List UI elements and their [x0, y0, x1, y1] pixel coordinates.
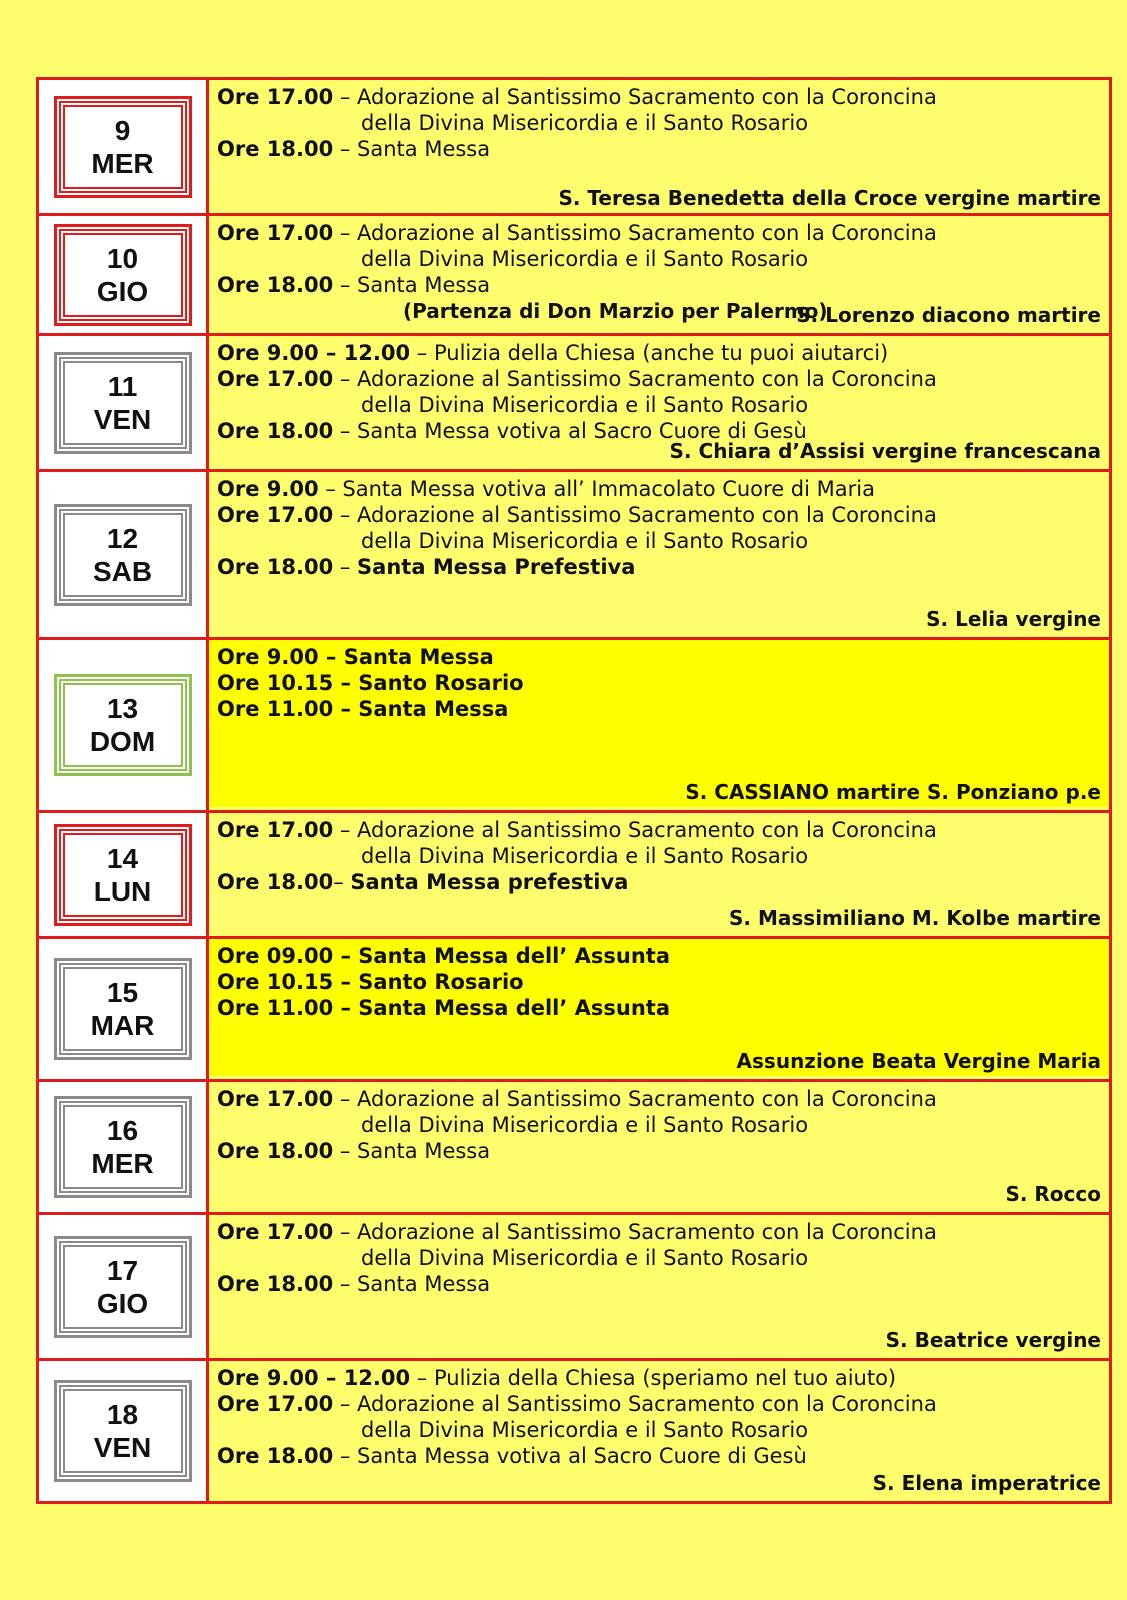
day-number: 15	[106, 977, 139, 1008]
event-line	[217, 1271, 1099, 1297]
event-continuation: della Divina Misericordia e il Santo Rosario	[361, 1246, 809, 1270]
day-of-week: MAR	[90, 1010, 155, 1041]
event-text-bold: – Santo Rosario	[333, 970, 524, 994]
day-number: 10	[106, 242, 139, 274]
event-text-bold: – Santa Messa	[318, 645, 494, 669]
event-text: – Santa Messa	[333, 273, 491, 297]
event-line	[217, 943, 1099, 969]
event-line	[217, 1365, 1099, 1391]
event-line	[217, 502, 1099, 528]
date-box	[59, 1385, 187, 1477]
date-box	[59, 963, 187, 1055]
event-text: – Adorazione al Santissimo Sacramento con la Coroncina	[333, 85, 937, 109]
day-number: 11	[107, 370, 138, 402]
event-time: Ore 18.00	[217, 137, 334, 161]
event-time: Ore 18.00	[217, 1139, 334, 1163]
events-cell	[209, 213, 1109, 330]
date-cell	[39, 213, 209, 333]
event-text: – Santa Messa	[333, 1272, 491, 1296]
event-text-bold: – Santo Rosario	[333, 671, 524, 695]
event-continuation: della Divina Misericordia e il Santo Rosario	[361, 1418, 809, 1442]
event-text: – Santa Messa	[333, 1139, 491, 1163]
event-line	[217, 817, 1099, 843]
day-of-week: GIO	[96, 275, 149, 307]
event-continuation: della Divina Misericordia e il Santo Rosario	[361, 247, 809, 271]
event-text-bold: – Santa Messa dell’ Assunta	[333, 996, 671, 1020]
day-number: 17	[106, 1254, 139, 1286]
event-text: –	[333, 870, 351, 894]
date-cell	[39, 936, 209, 1079]
event-line	[217, 1138, 1099, 1164]
event-line	[217, 272, 1099, 298]
event-time: Ore 10.15	[217, 970, 334, 994]
day-of-week: VEN	[93, 1432, 152, 1463]
event-line	[217, 696, 1099, 722]
event-time: Ore 18.00	[217, 555, 334, 579]
event-text: – Adorazione al Santissimo Sacramento con la Coroncina	[333, 1392, 937, 1416]
event-text: –	[333, 555, 358, 579]
event-line	[217, 476, 1099, 502]
date-box	[59, 101, 187, 193]
events-cell	[209, 637, 1109, 807]
event-time: Ore 18.00	[217, 1272, 334, 1296]
event-text: – Santa Messa votiva al Sacro Cuore di Gesù	[333, 419, 807, 443]
event-time: Ore 17.00	[217, 85, 334, 109]
day-number: 16	[106, 1115, 139, 1146]
event-time: Ore 17.00	[217, 367, 334, 391]
event-text-bold: Santa Messa Prefestiva	[357, 555, 636, 579]
event-text-bold: – Santa Messa dell’ Assunta	[333, 944, 671, 968]
schedule-table	[36, 77, 1112, 1504]
day-of-week: SAB	[92, 555, 153, 587]
event-text: – Pulizia della Chiesa (speriamo nel tuo aiuto)	[410, 1366, 897, 1390]
date-box	[59, 229, 187, 321]
event-time: Ore 9.00 – 12.00	[217, 341, 411, 365]
event-line	[217, 340, 1099, 366]
event-text: – Santa Messa votiva al Sacro Cuore di Gesù	[333, 1444, 807, 1468]
day-number: 9	[114, 114, 131, 146]
event-time: Ore 11.00	[217, 996, 334, 1020]
date-cell	[39, 810, 209, 936]
event-time: Ore 18.00	[217, 1444, 334, 1468]
day-of-week: DOM	[89, 726, 156, 757]
events-cell	[209, 469, 1109, 634]
event-line	[217, 1443, 1099, 1469]
event-time: Ore 17.00	[217, 1087, 334, 1111]
event-time: Ore 09.00	[217, 944, 334, 968]
saint-of-day: S. Beatrice vergine	[885, 1328, 1101, 1352]
event-text-bold: Santa Messa prefestiva	[350, 870, 629, 894]
event-text-bold: – Santa Messa	[333, 697, 509, 721]
event-text: – Adorazione al Santissimo Sacramento con la Coroncina	[333, 221, 937, 245]
event-text: – Adorazione al Santissimo Sacramento con la Coroncina	[333, 818, 937, 842]
event-time: Ore 18.00	[217, 870, 334, 894]
day-of-week: GIO	[96, 1287, 149, 1319]
event-continuation: della Divina Misericordia e il Santo Rosario	[361, 111, 809, 135]
day-number: 14	[106, 842, 139, 874]
event-line	[217, 869, 1099, 895]
events-cell	[209, 936, 1109, 1076]
date-cell	[39, 1079, 209, 1212]
date-cell	[39, 1358, 209, 1501]
event-line	[217, 1391, 1099, 1417]
event-text: – Adorazione al Santissimo Sacramento con la Coroncina	[333, 1220, 937, 1244]
event-time: Ore 18.00	[217, 419, 334, 443]
date-box	[59, 1101, 187, 1193]
event-text: – Adorazione al Santissimo Sacramento con la Coroncina	[333, 1087, 937, 1111]
day-of-week: MER	[91, 147, 154, 179]
event-line	[217, 995, 1099, 1021]
saint-of-day: S. Teresa Benedetta della Croce vergine martire	[558, 186, 1101, 210]
event-time: Ore 9.00 – 12.00	[217, 1366, 411, 1390]
event-text: – Adorazione al Santissimo Sacramento con la Coroncina	[333, 503, 937, 527]
event-time: Ore 17.00	[217, 221, 334, 245]
date-box	[59, 357, 187, 449]
events-cell	[209, 1358, 1109, 1498]
saint-of-day: S. CASSIANO martire S. Ponziano p.e	[685, 780, 1101, 804]
event-time: Ore 17.00	[217, 1392, 334, 1416]
event-text: – Santa Messa	[333, 137, 491, 161]
event-note: (Partenza di Don Marzio per Palermo)	[403, 299, 828, 323]
event-line	[217, 969, 1099, 995]
date-cell	[39, 333, 209, 469]
events-cell	[209, 1079, 1109, 1209]
day-number: 12	[106, 522, 139, 554]
event-line	[217, 670, 1099, 696]
event-line	[217, 1086, 1099, 1112]
saint-of-day: S. Massimiliano M. Kolbe martire	[729, 906, 1101, 930]
date-cell	[39, 80, 209, 213]
day-of-week: MER	[91, 1148, 154, 1179]
event-time: Ore 9.00	[217, 477, 319, 501]
event-continuation: della Divina Misericordia e il Santo Rosario	[361, 844, 809, 868]
saint-of-day: S. Lorenzo diacono martire	[796, 303, 1101, 327]
event-time: Ore 18.00	[217, 273, 334, 297]
date-cell	[39, 637, 209, 810]
saint-of-day: Assunzione Beata Vergine Maria	[736, 1049, 1101, 1073]
saint-of-day: S. Chiara d’Assisi vergine francescana	[669, 439, 1101, 463]
event-line	[217, 1219, 1099, 1245]
events-cell	[209, 333, 1109, 466]
event-line	[217, 644, 1099, 670]
event-text: – Pulizia della Chiesa (anche tu puoi aiutarci)	[410, 341, 889, 365]
event-time: Ore 9.00	[217, 645, 319, 669]
event-continuation: della Divina Misericordia e il Santo Rosario	[361, 1113, 809, 1137]
event-line	[217, 136, 1099, 162]
day-number: 18	[106, 1399, 139, 1430]
events-cell	[209, 1212, 1109, 1355]
day-of-week: VEN	[93, 403, 152, 435]
event-continuation: della Divina Misericordia e il Santo Rosario	[361, 393, 809, 417]
event-line	[217, 220, 1099, 246]
event-text: – Adorazione al Santissimo Sacramento con la Coroncina	[333, 367, 937, 391]
date-box	[59, 1241, 187, 1333]
date-box	[59, 679, 187, 771]
date-cell	[39, 1212, 209, 1358]
date-box	[59, 829, 187, 921]
events-cell	[209, 80, 1109, 213]
event-time: Ore 17.00	[217, 818, 334, 842]
saint-of-day: S. Rocco	[1005, 1182, 1101, 1206]
date-box	[59, 509, 187, 601]
events-cell	[209, 810, 1109, 933]
day-of-week: LUN	[93, 875, 152, 907]
event-text: – Santa Messa votiva all’ Immacolato Cuore di Maria	[318, 477, 875, 501]
event-continuation: della Divina Misericordia e il Santo Rosario	[361, 529, 809, 553]
event-line	[217, 554, 1099, 580]
saint-of-day: S. Lelia vergine	[926, 607, 1101, 631]
event-time: Ore 10.15	[217, 671, 334, 695]
saint-of-day: S. Elena imperatrice	[872, 1471, 1101, 1495]
event-time: Ore 17.00	[217, 1220, 334, 1244]
event-line	[217, 366, 1099, 392]
event-time: Ore 17.00	[217, 503, 334, 527]
date-cell	[39, 469, 209, 637]
event-time: Ore 11.00	[217, 697, 334, 721]
day-number: 13	[106, 693, 139, 724]
event-line	[217, 84, 1099, 110]
